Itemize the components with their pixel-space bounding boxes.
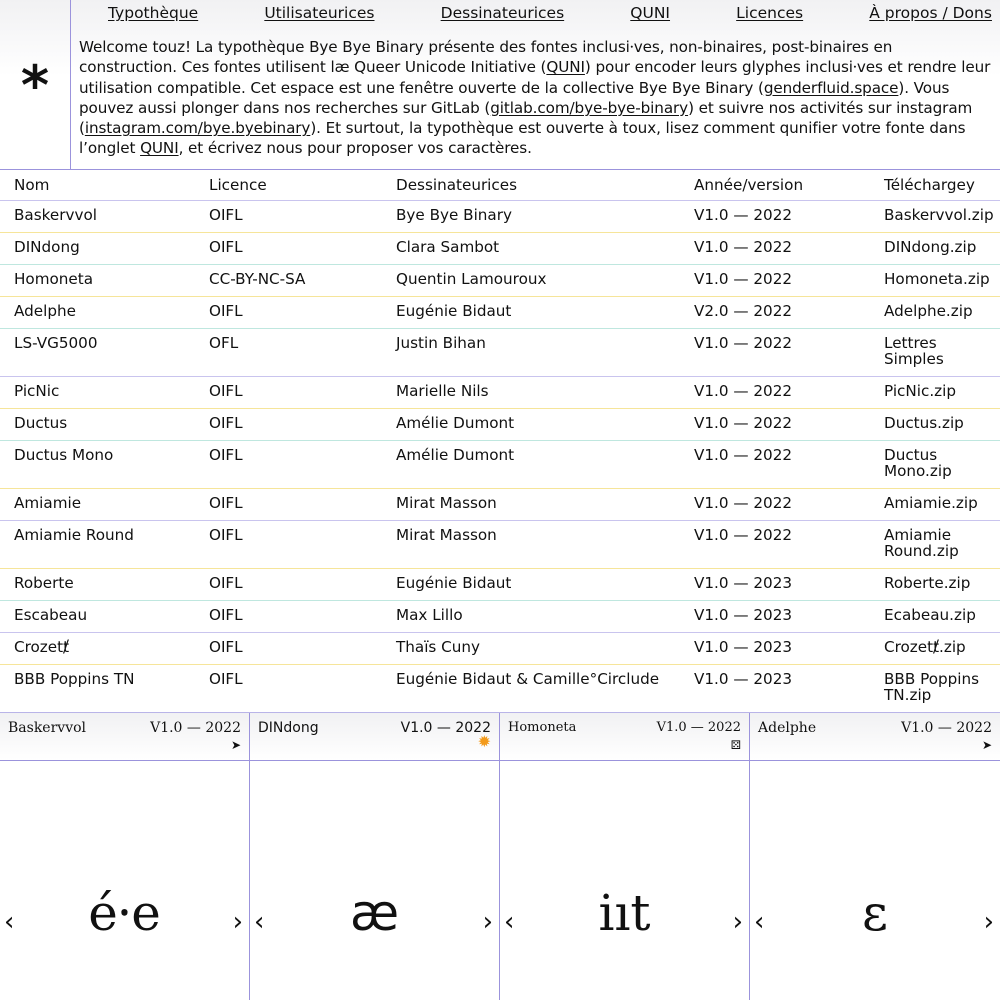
font-name[interactable]: LS-VG5000 (14, 334, 98, 352)
font-version: V1.0 — 2022 (694, 206, 793, 224)
font-designer: Quentin Lamouroux (396, 270, 547, 288)
previous-glyph-button[interactable]: ‹ (254, 907, 265, 937)
card-header (500, 713, 749, 761)
specimen-card-homoneta (500, 713, 750, 1000)
table-row[interactable] (0, 489, 1000, 521)
previous-glyph-button[interactable]: ‹ (504, 907, 515, 937)
arrow-icon[interactable]: ➤ (981, 738, 992, 752)
table-row[interactable] (0, 297, 1000, 329)
font-version: V1.0 — 2022 (694, 270, 793, 288)
table-row[interactable] (0, 201, 1000, 233)
table-row[interactable] (0, 377, 1000, 409)
intro-part: Welcome touz! La typothèque Bye Bye Binary présente des fontes inclusi⸱ves, non-binaires, post-binaires en construction. Ces fontes utilisent læ Queer Unicode Initiative ( (79, 38, 893, 77)
glyph-preview: æ (349, 884, 400, 942)
download-link[interactable]: Amiamie Round.zip (884, 526, 959, 560)
intro-text (79, 37, 994, 159)
font-designer: Eugénie Bidaut (396, 574, 512, 592)
card-font-name[interactable]: Adelphe (758, 720, 817, 736)
intro-part: ). Et surtout, la typothèque est ouverte à toux, lisez comment qunifier votre fonte dans l’onglet (79, 119, 966, 158)
table-row[interactable] (0, 265, 1000, 297)
next-glyph-button[interactable]: › (983, 907, 994, 937)
table-row[interactable] (0, 569, 1000, 601)
font-licence: OIFL (209, 382, 243, 400)
table-row[interactable] (0, 329, 1000, 377)
main-nav (71, 0, 1000, 30)
download-link[interactable]: Ductus Mono.zip (884, 446, 952, 480)
card-font-name[interactable]: DINdong (258, 720, 319, 736)
arrow-icon[interactable]: ➤ (230, 738, 241, 752)
download-link[interactable]: Amiamie.zip (884, 494, 978, 512)
nav-a-propos[interactable]: À propos / Dons (869, 4, 992, 22)
font-name[interactable]: Baskervvol (14, 206, 97, 224)
intro-part: , et écrivez nous pour proposer vos caractères. (178, 139, 532, 158)
card-font-name[interactable]: Baskervvol (8, 720, 87, 736)
column-header-telechargey[interactable]: Téléchargey (884, 176, 975, 194)
nav-typotheque[interactable]: Typothèque (108, 4, 199, 22)
card-version: V1.0 — 2022 (150, 720, 241, 736)
font-name[interactable]: Crozetⱦ (14, 638, 70, 656)
link-quni[interactable]: QUNI (546, 58, 585, 77)
font-version: V1.0 — 2022 (694, 494, 793, 512)
nav-utilisateurices[interactable]: Utilisateurices (264, 4, 375, 22)
download-link[interactable]: DINdong.zip (884, 238, 977, 256)
download-link[interactable]: Homoneta.zip (884, 270, 990, 288)
font-licence: OFL (209, 334, 239, 352)
table-row[interactable] (0, 409, 1000, 441)
download-link[interactable]: Adelphe.zip (884, 302, 973, 320)
link-genderfluid[interactable]: genderfluid.space (763, 78, 899, 97)
glyph-preview: iıt (598, 884, 651, 942)
download-link[interactable]: Ecabeau.zip (884, 606, 976, 624)
font-licence: OIFL (209, 446, 243, 464)
font-version: V1.0 — 2023 (694, 606, 793, 624)
font-name[interactable]: Amiamie (14, 494, 82, 512)
font-name[interactable]: Homoneta (14, 270, 94, 288)
font-name[interactable]: PicNic (14, 382, 60, 400)
font-designer: Amélie Dumont (396, 446, 515, 464)
table-row[interactable] (0, 233, 1000, 265)
font-licence: OIFL (209, 606, 243, 624)
font-licence: OIFL (209, 238, 243, 256)
font-version: V1.0 — 2022 (694, 446, 793, 464)
download-link[interactable]: Crozetⱦ.zip (884, 638, 966, 656)
font-name[interactable]: Roberte (14, 574, 74, 592)
card-header (250, 713, 499, 761)
download-link[interactable]: BBB Poppins TN.zip (884, 670, 980, 704)
font-designer: Eugénie Bidaut (396, 302, 512, 320)
column-header-dessinateurices[interactable]: Dessinateurices (396, 176, 518, 194)
font-version: V1.0 — 2023 (694, 670, 793, 688)
font-designer: Thaïs Cuny (396, 638, 481, 656)
card-header (0, 713, 249, 761)
font-licence: OIFL (209, 638, 243, 656)
link-gitlab[interactable]: gitlab.com/bye-bye-binary (490, 98, 689, 117)
font-designer: Marielle Nils (396, 382, 489, 400)
card-header (750, 713, 1000, 761)
download-link[interactable]: Roberte.zip (884, 574, 971, 592)
specimen-card-adelphe (750, 713, 1000, 1000)
font-name[interactable]: Adelphe (14, 302, 76, 320)
font-name[interactable]: BBB Poppins TN (14, 670, 135, 688)
font-version: V1.0 — 2023 (694, 574, 793, 592)
font-designer: Max Lillo (396, 606, 463, 624)
font-version: V1.0 — 2022 (694, 414, 793, 432)
font-version: V2.0 — 2022 (694, 302, 793, 320)
font-version: V1.0 — 2023 (694, 638, 793, 656)
table-row[interactable] (0, 633, 1000, 665)
font-licence: OIFL (209, 494, 243, 512)
nav-dessinateurices[interactable]: Dessinateurices (440, 4, 565, 22)
previous-glyph-button[interactable]: ‹ (754, 907, 765, 937)
download-link[interactable]: PicNic.zip (884, 382, 956, 400)
download-link[interactable]: Ductus.zip (884, 414, 964, 432)
column-header-licence[interactable]: Licence (209, 176, 267, 194)
nav-quni[interactable]: QUNI (630, 4, 671, 22)
font-designer: Bye Bye Binary (396, 206, 512, 224)
font-name[interactable]: Ductus Mono (14, 446, 114, 464)
specimen-cards (0, 712, 1000, 1000)
font-designer: Mirat Masson (396, 494, 497, 512)
download-link[interactable]: Baskervvol.zip (884, 206, 994, 224)
download-link[interactable]: Lettres Simples (884, 334, 944, 368)
font-designer: Amélie Dumont (396, 414, 515, 432)
intro-part: ). Vous pouvez aussi plonger dans nos recherches sur GitLab ( (79, 78, 950, 117)
font-version: V1.0 — 2022 (694, 238, 793, 256)
font-version: V1.0 — 2022 (694, 334, 793, 352)
font-licence: CC-BY-NC-SA (209, 270, 306, 288)
next-glyph-button[interactable]: › (482, 907, 493, 937)
font-designer: Justin Bihan (396, 334, 486, 352)
sun-icon[interactable]: ✹ (477, 732, 491, 751)
card-version: V1.0 — 2022 (400, 720, 491, 736)
nav-licences[interactable]: Licences (736, 4, 804, 22)
font-name[interactable]: DINdong (14, 238, 80, 256)
card-version: V1.0 — 2022 (656, 720, 741, 735)
previous-glyph-button[interactable]: ‹ (4, 907, 15, 937)
font-licence: OIFL (209, 670, 243, 688)
table-header-row (0, 170, 1000, 201)
font-licence: OIFL (209, 526, 243, 544)
font-licence: OIFL (209, 206, 243, 224)
font-licence: OIFL (209, 302, 243, 320)
font-licence: OIFL (209, 574, 243, 592)
table-row[interactable] (0, 665, 1000, 713)
next-glyph-button[interactable]: › (732, 907, 743, 937)
font-designer: Mirat Masson (396, 526, 497, 544)
column-header-nom[interactable]: Nom (14, 176, 50, 194)
card-font-name[interactable]: Homoneta (508, 720, 577, 735)
column-header-annee-version[interactable]: Année/version (694, 176, 804, 194)
table-row[interactable] (0, 521, 1000, 569)
logo-asterisk[interactable]: * (0, 0, 71, 170)
font-catalog-table (0, 170, 1000, 713)
font-designer: Clara Sambot (396, 238, 500, 256)
intro-part: ) et suivre nos activités sur instagram ( (79, 98, 973, 138)
glyph-preview: é⸱e (88, 884, 161, 942)
font-licence: OIFL (209, 414, 243, 432)
font-name[interactable]: Amiamie Round (14, 526, 134, 544)
font-name[interactable]: Escabeau (14, 606, 88, 624)
font-name[interactable]: Ductus (14, 414, 68, 432)
font-designer: Eugénie Bidaut & Camille°Circlude (396, 670, 660, 688)
intro-part: ) pour encoder leurs glyphes inclusi⸱ves et rendre leur utilisation compatible. Cet espace est une fenêtre ouverte de la collective Bye Bye Binary ( (79, 58, 991, 97)
card-version: V1.0 — 2022 (901, 720, 992, 736)
specimen-card-baskervvol (0, 713, 250, 1000)
specimen-card-dindong (250, 713, 500, 1000)
font-version: V1.0 — 2022 (694, 526, 793, 544)
table-row[interactable] (0, 441, 1000, 489)
link-quni-tab[interactable]: QUNI (140, 139, 179, 158)
header (0, 0, 1000, 170)
dice-icon[interactable]: ⚄ (730, 738, 741, 752)
glyph-preview: ɛ (862, 884, 888, 942)
link-instagram[interactable]: instagram.com/bye.byebinary (84, 119, 311, 138)
table-row[interactable] (0, 601, 1000, 633)
font-version: V1.0 — 2022 (694, 382, 793, 400)
next-glyph-button[interactable]: › (232, 907, 243, 937)
